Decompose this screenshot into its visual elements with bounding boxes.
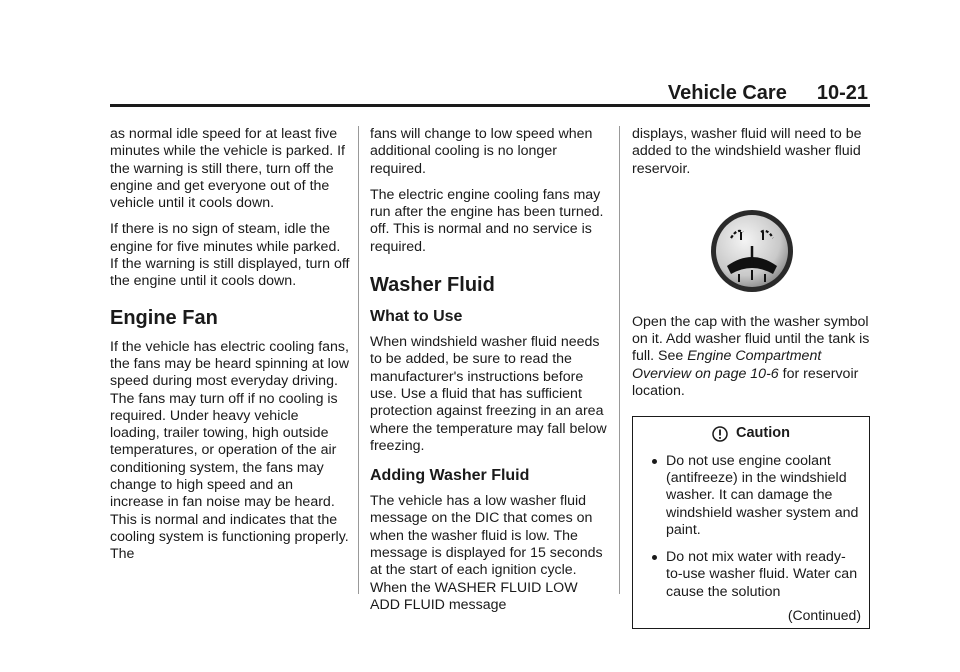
text-run: Open the cap with the washer symbol on it. Add washer fluid until the tank is full. See [632,313,870,365]
column-3 [632,126,872,629]
washer-fluid-symbol-icon [709,208,795,294]
paragraph: displays, washer fluid will need to be added to the windshield washer fluid reservoir. [632,126,862,177]
paragraph: fans will change to low speed when additional cooling is no longer required. [370,126,593,177]
paragraph: The electric engine cooling fans may run after the engine has been turned. off. This is normal and no service is required. [370,186,604,255]
heading-what-to-use: What to Use [370,308,463,326]
section-title: Vehicle Care [667,82,787,104]
page-number: 10-21 [816,82,868,104]
paragraph: When windshield washer fluid needs to be added, be sure to read the manufacturer's instructions before use. Use a fluid that has sufficient protection against freezing in an area where the temperature may fall below freezing. [370,334,607,454]
text-run: for reservoir location. [632,365,859,400]
caution-exclamation-icon [712,426,728,442]
column-1 [110,126,350,573]
caution-label: Caution [736,425,790,442]
header-rule [110,104,870,107]
washer-symbol-container [632,208,872,294]
caution-list [633,453,869,601]
caution-item: Do not mix water with ready-to-use washer fluid. Water can cause the solution [633,549,869,601]
caution-item: Do not use engine coolant (antifreeze) in the windshield washer. It can damage the windshield washer system and paint. [633,453,869,539]
paragraph: If the vehicle has electric cooling fans, the fans may be heard spinning at low speed during most everyday driving. The fans may turn off if no cooling is required. Under heavy vehicle loading, trailer towing, high outside temperatures, or operation of the air conditioning system, the fans may change to high speed and an increase in fan noise may be heard. This is normal and indicates that the cooling system is functioning properly. The [110,338,349,563]
heading-engine-fan: Engine Fan [110,306,218,329]
column-2 [370,126,610,623]
heading-washer-fluid: Washer Fluid [370,274,495,297]
continued-label: (Continued) [787,607,861,624]
page-header [668,82,868,105]
column-divider [358,126,359,594]
caution-title [633,425,869,442]
column-divider [619,126,620,594]
heading-adding-washer-fluid: Adding Washer Fluid [370,467,530,485]
paragraph: as normal idle speed for at least five minutes while the vehicle is parked. If the warning is still there, turn off the engine and get everyone out of the vehicle until it cools down. [110,126,345,212]
paragraph: The vehicle has a low washer fluid message on the DIC that comes on when the washer fluid is low. The message is displayed for 15 seconds at the start of each ignition cycle. When the WASHER FLUID LOW ADD FLUID message [370,493,603,613]
paragraph [632,314,872,400]
paragraph: If there is no sign of steam, idle the engine for five minutes while parked. If the warning is still displayed, turn off the engine until it cools down. [110,221,350,290]
cross-reference-link[interactable]: Engine Compartment Overview on page 10-6 [632,348,822,382]
caution-box [632,416,870,629]
